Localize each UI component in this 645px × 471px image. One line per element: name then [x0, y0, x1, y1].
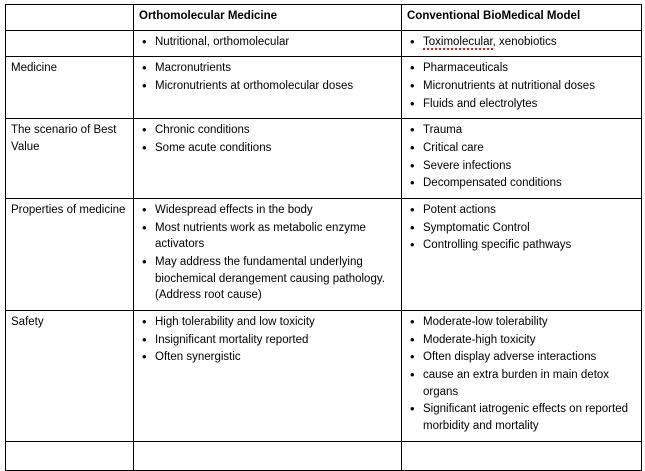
row-orthomolecular-cell [134, 311, 402, 442]
table-row [6, 199, 642, 311]
row-orthomolecular-cell [134, 441, 402, 470]
table-row [6, 57, 642, 119]
list-item: • Decompensated conditions [423, 175, 637, 192]
misspelled-word: Toximolecular [423, 35, 493, 48]
table-header-row [6, 5, 642, 31]
list-item: • Symptomatic Control [423, 220, 637, 237]
list-item: • Micronutrients at orthomolecular doses [155, 78, 397, 95]
table-row-empty [6, 441, 642, 470]
list-item: • Pharmaceuticals [423, 60, 637, 77]
list-item: • Trauma [423, 122, 637, 139]
row-orthomolecular-cell [134, 57, 402, 119]
table-row [6, 30, 642, 57]
list-item: • Some acute conditions [155, 140, 397, 157]
list-item: • Toximolecular, xenobiotics [423, 34, 637, 51]
row-conventional-cell [402, 441, 642, 470]
list-item: • Macronutrients [155, 60, 397, 77]
column-header-conventional: Conventional BioMedical Model [402, 5, 642, 31]
list-item: • Significant iatrogenic effects on reported morbidity and mortality [423, 401, 637, 434]
row-orthomolecular-cell [134, 119, 402, 199]
table-row [6, 311, 642, 442]
list-item: • Micronutrients at nutritional doses [423, 78, 637, 95]
list-item: • Controlling specific pathways [423, 237, 637, 254]
list-item: • Often display adverse interactions [423, 349, 637, 366]
bullet-list [407, 122, 637, 192]
row-label: The scenario of Best Value [6, 119, 134, 199]
row-conventional-cell [402, 199, 642, 311]
bullet-list [139, 122, 397, 156]
row-orthomolecular-cell [134, 30, 402, 57]
row-conventional-cell [402, 311, 642, 442]
row-orthomolecular-cell [134, 199, 402, 311]
list-item: • Critical care [423, 140, 637, 157]
row-conventional-cell [402, 30, 642, 57]
bullet-list [407, 202, 637, 254]
list-item: • Potent actions [423, 202, 637, 219]
bullet-list [407, 60, 637, 112]
comparison-table [5, 4, 642, 471]
list-item: • Most nutrients work as metabolic enzyme activators [155, 220, 397, 253]
list-item: • Nutritional, orthomolecular [155, 34, 397, 51]
list-item: • Severe infections [423, 158, 637, 175]
list-item: • Moderate-low tolerability [423, 314, 637, 331]
row-label [6, 30, 134, 57]
row-conventional-cell [402, 57, 642, 119]
bullet-list [139, 314, 397, 366]
list-item: • May address the fundamental underlying biochemical derangement causing pathology. (Address root cause) [155, 254, 397, 304]
bullet-list [407, 314, 637, 435]
list-item: • Insignificant mortality reported [155, 332, 397, 349]
list-item: • Widespread effects in the body [155, 202, 397, 219]
bullet-list [139, 202, 397, 304]
row-label: Safety [6, 311, 134, 442]
column-header-blank [6, 5, 134, 31]
list-item: • Often synergistic [155, 349, 397, 366]
row-label [6, 441, 134, 470]
bullet-list [139, 34, 397, 51]
bullet-list [139, 60, 397, 94]
row-label: Medicine [6, 57, 134, 119]
list-item: • Moderate-high toxicity [423, 332, 637, 349]
list-item: • High tolerability and low toxicity [155, 314, 397, 331]
list-item: • cause an extra burden in main detox organs [423, 367, 637, 400]
list-item: • Fluids and electrolytes [423, 96, 637, 113]
table-row [6, 119, 642, 199]
column-header-orthomolecular: Orthomolecular Medicine [134, 5, 402, 31]
row-label: Properties of medicine [6, 199, 134, 311]
list-item: • Chronic conditions [155, 122, 397, 139]
bullet-list [407, 34, 637, 51]
row-conventional-cell [402, 119, 642, 199]
